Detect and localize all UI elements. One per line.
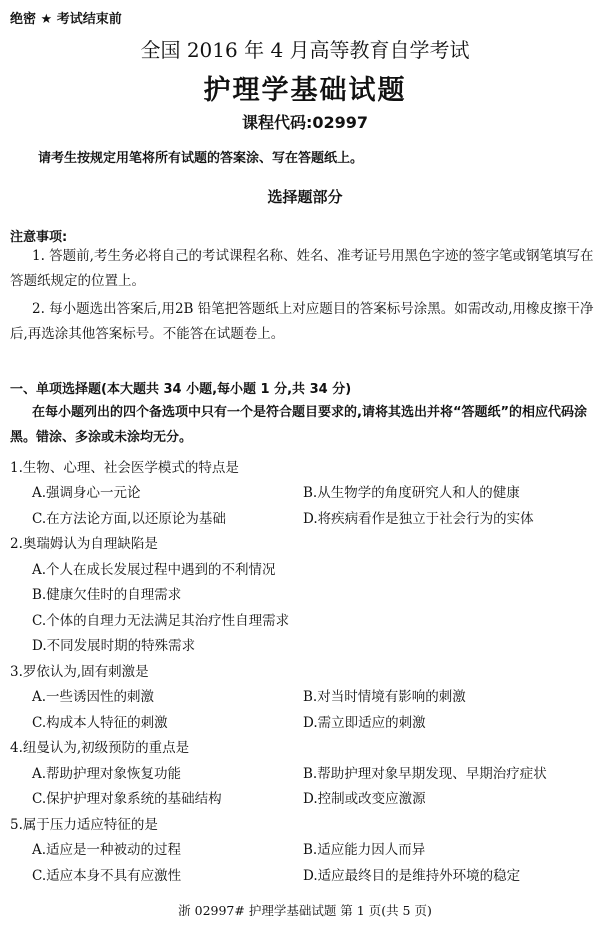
page-footer: 浙 02997# 护理学基础试题 第 1 页(共 5 页) bbox=[178, 903, 432, 918]
course-code: 课程代码:02997 bbox=[241, 113, 369, 132]
notes-title: 注意事项: bbox=[10, 230, 68, 245]
option-a: A.个人在成长发展过程中遇到的不利情况 bbox=[32, 562, 276, 578]
note-item: 2. 每小题选出答案后,用2B 铅笔把答题纸上对应题目的答案标号涂黑。如需改动,用橡皮擦干净后,再选涂其他答案标号。不能答在试题卷上。 bbox=[10, 301, 594, 342]
question-stem: 2.奥瑞姆认为自理缺陷是 bbox=[10, 536, 158, 552]
question-stem: 4.纽曼认为,初级预防的重点是 bbox=[10, 740, 190, 756]
option-b: B.帮助护理对象早期发现、早期治疗症状 bbox=[303, 766, 547, 782]
option-d: D.不同发展时期的特殊需求 bbox=[32, 638, 196, 654]
option-a: A.帮助护理对象恢复功能 bbox=[32, 766, 182, 782]
confidential-label: 绝密 ★ 考试结束前 bbox=[10, 12, 122, 27]
option-c: C.个体的自理力无法满足其治疗性自理需求 bbox=[32, 613, 290, 629]
option-b: B.健康欠佳时的自理需求 bbox=[32, 587, 182, 603]
question-stem: 5.属于压力适应特征的是 bbox=[10, 817, 158, 833]
option-a: A.适应是一种被动的过程 bbox=[32, 842, 182, 858]
option-c: C.构成本人特征的刺激 bbox=[32, 715, 168, 731]
part-description: 在每小题列出的四个备选项中只有一个是符合题目要求的,请将其选出并将“答题纸”的相应代码涂黑。错涂、多涂或未涂均无分。 bbox=[10, 405, 588, 445]
option-c: C.在方法论方面,以还原论为基础 bbox=[32, 511, 226, 527]
exam-title: 全国 2016 年 4 月高等教育自学考试 bbox=[140, 38, 470, 62]
part-title: 一、单项选择题(本大题共 34 小题,每小题 1 分,共 34 分) bbox=[10, 382, 352, 397]
section-title: 选择题部分 bbox=[267, 188, 343, 206]
option-d: D.控制或改变应激源 bbox=[303, 791, 426, 807]
question-stem: 3.罗依认为,固有刺激是 bbox=[10, 664, 149, 680]
option-b: B.从生物学的角度研究人和人的健康 bbox=[303, 485, 520, 501]
subject-title: 护理学基础试题 bbox=[203, 75, 407, 106]
option-c: C.适应本身不具有应激性 bbox=[32, 868, 182, 884]
option-b: B.适应能力因人而异 bbox=[303, 842, 426, 858]
option-b: B.对当时情境有影响的刺激 bbox=[303, 689, 466, 705]
option-d: D.适应最终目的是维持外环境的稳定 bbox=[303, 868, 521, 884]
option-d: D.将疾病看作是独立于社会行为的实体 bbox=[303, 511, 534, 527]
note-item: 1. 答题前,考生务必将自己的考试课程名称、姓名、准考证号用黑色字迹的签字笔或钢笔填写在答题纸规定的位置上。 bbox=[10, 248, 594, 289]
option-c: C.保护护理对象系统的基础结构 bbox=[32, 791, 222, 807]
option-a: A.强调身心一元论 bbox=[32, 485, 141, 501]
option-d: D.需立即适应的刺激 bbox=[303, 715, 426, 731]
option-a: A.一些诱因性的刺激 bbox=[32, 689, 155, 705]
question-stem: 1.生物、心理、社会医学模式的特点是 bbox=[10, 460, 239, 476]
answer-instruction: 请考生按规定用笔将所有试题的答案涂、写在答题纸上。 bbox=[38, 151, 364, 166]
